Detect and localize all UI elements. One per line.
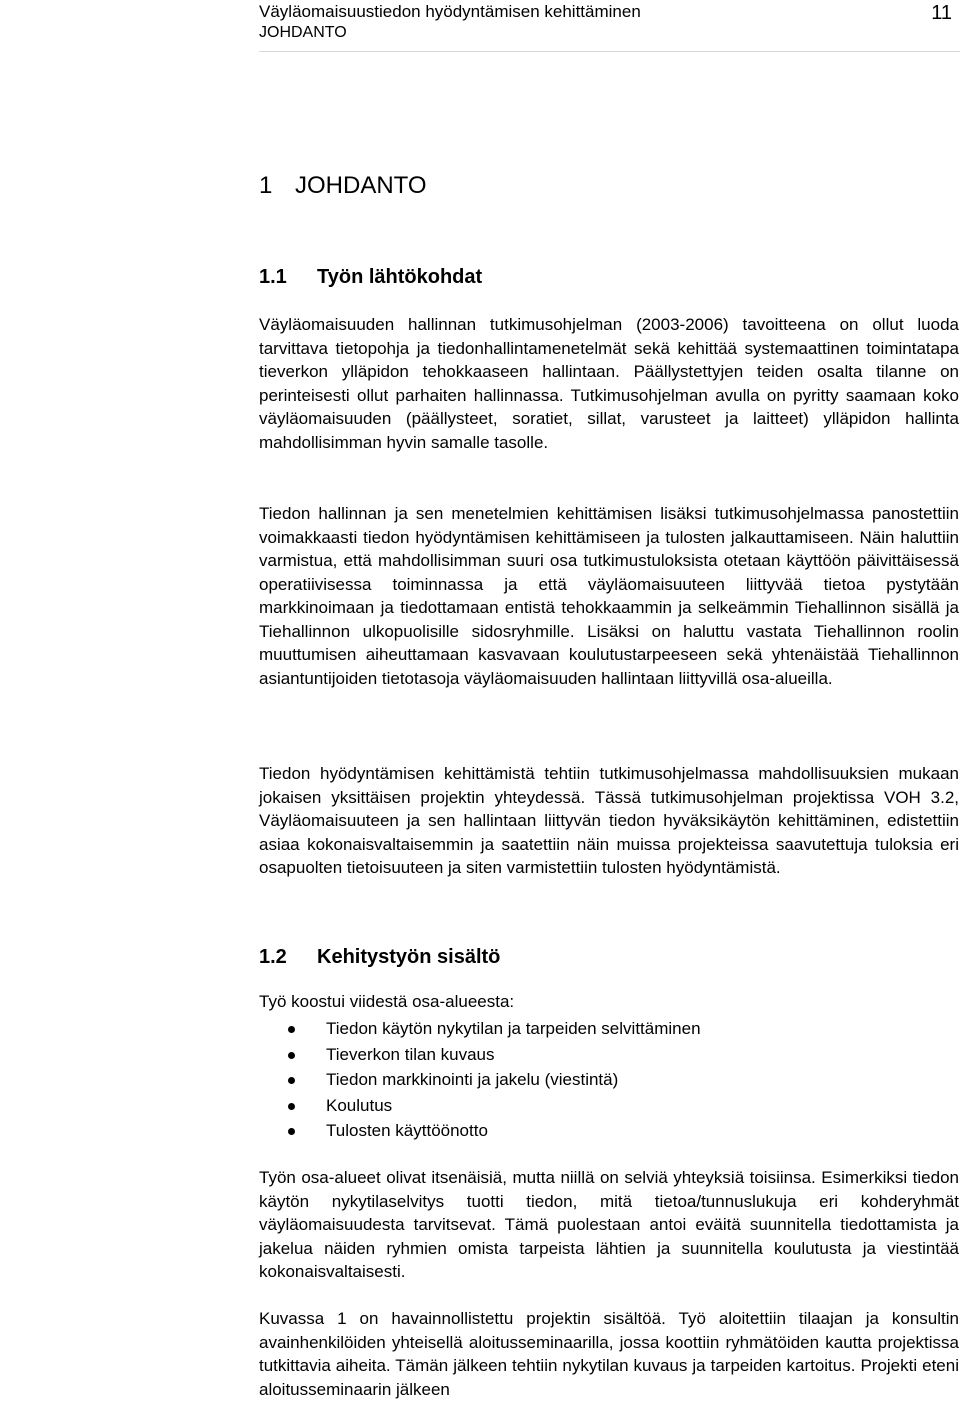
section-heading-1-2 [259, 946, 500, 969]
list-item: Tulosten käyttöönotto [259, 1119, 959, 1145]
paragraph: Tiedon hyödyntämisen kehittämistä tehtiin tutkimusohjelmassa mahdollisuuksien mukaan jokaisen yksittäisen projektin yhteydessä. Tässä tutkimusohjelman projektissa VOH 3.2, Väyläomaisuuteen ja sen hallintaan liittyvän tiedon hyväksikäytön kehittäminen, edistettiin asiaa kokonaisvaltaisemmin ja saatettiin näin muissa projekteissa saavutettuja tuloksia eri osapuolten tietoisuuteen ja siten varmistettiin tulosten hyödyntämistä. [259, 764, 959, 877]
list-intro: Työ koostui viidestä osa-alueesta: [259, 992, 515, 1011]
bullet-icon [288, 1077, 295, 1084]
chapter-number: 1 [259, 172, 273, 199]
list-item: Koulutus [259, 1094, 959, 1120]
section-title: Työn lähtökohdat [317, 266, 483, 288]
page-number: 11 [931, 2, 952, 24]
chapter-heading [259, 172, 427, 200]
bullet-icon [288, 1128, 295, 1135]
paragraph: Kuvassa 1 on havainnollistettu projektin sisältöä. Työ aloitettiin tilaajan ja konsultin avainhenkilöiden yhteisellä aloitusseminaarilla, jossa koottiin ryhmätöiden kautta projektissa tutkittavia aiheita. Tämän jälkeen tehtiin nykytilan kuvaus ja tarpeiden kartoitus. Projekti eteni aloitusseminaarin jälkeen [259, 1309, 959, 1399]
section-number: 1.2 [259, 946, 287, 968]
list-item: Tiedon käytön nykytilan ja tarpeiden selvittäminen [259, 1017, 959, 1043]
list-item: Tiedon markkinointi ja jakelu (viestintä) [259, 1068, 959, 1094]
running-header-section: JOHDANTO [259, 24, 347, 41]
bullet-icon [288, 1052, 295, 1059]
bullet-icon [288, 1103, 295, 1110]
section-heading-1-1 [259, 266, 482, 289]
running-header-title: Väyläomaisuustiedon hyödyntämisen kehittäminen [259, 2, 641, 21]
paragraph: Työn osa-alueet olivat itsenäisiä, mutta niillä on selviä yhteyksiä toisiinsa. Esimerkiksi tiedon käytön nykytilaselvitys tuotti tiedon, mitä tietoa/tunnuslukuja eri kohderyhmät väyläomaisuudesta tarvitsevat. Tämä puolestaan antoi eväitä suunnitella tiedottamista ja jakelua näiden ryhmien omista tarpeista lähtien ja suunnitella koulutusta ja viestintää kokonaisvaltaisesti. [259, 1168, 959, 1281]
bullet-icon [288, 1026, 295, 1033]
header-divider [259, 51, 960, 52]
list-item: Tieverkon tilan kuvaus [259, 1043, 959, 1069]
chapter-title: JOHDANTO [295, 172, 427, 199]
section-title: Kehitystyön sisältö [317, 946, 501, 968]
section-number: 1.1 [259, 266, 287, 288]
paragraph: Väyläomaisuuden hallinnan tutkimusohjelman (2003-2006) tavoitteena on ollut luoda tarvittava tietopohja ja tiedonhallintamenetelmät sekä kehittää systemaattinen toimintatapa tieverkon ylläpidon tehokkaaseen hallintaan. Päällystettyjen teiden osalta tilanne on perinteisesti ollut parhaiten hallinnassa. Tutkimusohjelman avulla on pyritty saamaan koko väyläomaisuuden (päällysteet, soratiet, sillat, varusteet ja laitteet) ylläpidon hallinta mahdollisimman hyvin samalle tasolle. [259, 315, 959, 452]
paragraph: Tiedon hallinnan ja sen menetelmien kehittämisen lisäksi tutkimusohjelmassa panostettiin voimakkaasti tiedon hyödyntämisen kehittämiseen ja tulosten jalkauttamiseen. Näin haluttiin varmistua, että mahdollisimman suuri osa tutkimustuloksista otetaan käyttöön päivittäisessä operatiivisessa toiminnassa ja että väyläomaisuuteen liittyvää tietoa pystytään markkinoimaan ja tiedottamaan entistä tehokkaammin ja selkeämmin Tiehallinnon sisällä ja Tiehallinnon ulkopuolisille sidosryhmille. Lisäksi on haluttu vastata Tiehallinnon roolin muuttumisen aiheuttamaan kasvavaan koulutustarpeeseen sekä yhtenäistää Tiehallinnon asiantuntijoiden tietotasoja väyläomaisuuden hallintaan liittyvillä osa-alueilla. [259, 504, 959, 688]
bullet-list [259, 1017, 959, 1145]
